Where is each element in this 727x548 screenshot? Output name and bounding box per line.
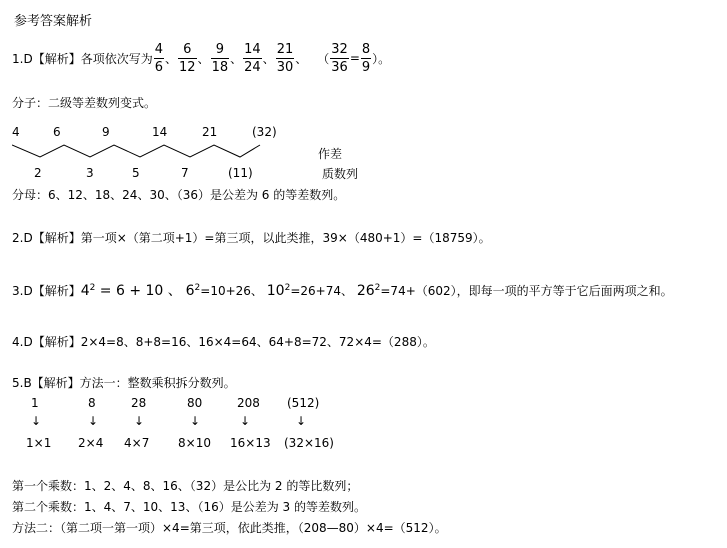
top-number: 4 [12, 125, 20, 139]
q2-line: 2.D【解析】第一项×（第二项+1）=第三项，以此类推，39×（480+1）=（18759）。 [12, 231, 491, 245]
top-number: 21 [202, 125, 218, 139]
bottom-number: 2 [34, 166, 42, 180]
q3-prefix: 3.D【解析】 [12, 284, 81, 298]
separator: 、 [230, 51, 243, 66]
base: 6 [185, 283, 195, 299]
down-arrow-icon: ↓ [240, 414, 251, 428]
q1-prefix: 1.D【解析】各项依次写为 [12, 51, 153, 66]
answer-fraction: $\frac{32}{36}$ [331, 41, 348, 75]
top-number: 6 [53, 125, 61, 139]
denominator-note: 分母：6、12、18、24、30、（36）是公差为 6 的等差数列。 [12, 188, 346, 202]
top-number: 8 [88, 396, 96, 410]
q3-line [12, 280, 673, 300]
exponent: 2 [194, 283, 201, 293]
top-number: 28 [131, 396, 147, 410]
fraction: $\frac{21}{30}$ [276, 41, 294, 75]
fraction: $\frac{14}{24}$ [244, 41, 261, 75]
down-arrow-icon: ↓ [134, 414, 145, 428]
q4-line: 4.D【解析】2×4=8、8+8=16、16×4=64、64+8=72、72×4=（288）。 [12, 335, 435, 349]
separator: 、 [295, 51, 308, 66]
down-arrow-icon: ↓ [296, 414, 307, 428]
top-number: 80 [187, 396, 203, 410]
zigzag-line [12, 140, 262, 160]
product: 1×1 [26, 436, 52, 450]
expr: =74+（602），即每一项的平方等于它后面两项之和。 [380, 284, 673, 298]
bottom-number: 7 [181, 166, 189, 180]
page-title: 参考答案解析 [14, 14, 93, 29]
prime-label: 质数列 [322, 167, 359, 181]
q1-line [12, 38, 390, 78]
separator: 、 [262, 51, 275, 66]
exponent: 2 [89, 283, 96, 293]
down-arrow-icon: ↓ [88, 414, 99, 428]
fraction: $\frac{9}{18}$ [211, 41, 229, 75]
q5-line2: 第二个乘数：1、4、7、10、13、（16）是公差为 3 的等差数列。 [12, 500, 366, 514]
base: 10 [266, 283, 285, 299]
separator: 、 [197, 51, 210, 66]
fraction: $\frac{6}{12}$ [179, 41, 196, 75]
bottom-number: 5 [132, 166, 140, 180]
q5-line3: 方法二：（第二项一第一项）×4=第三项，依此类推，（208—80）×4=（512）。 [12, 521, 447, 535]
product: 4×7 [124, 436, 150, 450]
exponent: 2 [284, 283, 291, 293]
close-paren: ）。 [372, 51, 391, 66]
bottom-number: 3 [86, 166, 94, 180]
base: 4 [80, 283, 90, 299]
expr: = 6 + 10 、 [95, 283, 182, 299]
product: 8×10 [178, 436, 211, 450]
expr: =10+26、 [200, 284, 263, 298]
q5-head: 5.B【解析】方法一：整数乘积拆分数列。 [12, 376, 236, 390]
bottom-number: (11) [228, 166, 253, 180]
equal-fraction: $\frac{8}{9}$ [361, 41, 371, 75]
product: 16×13 [230, 436, 271, 450]
top-number: 14 [152, 125, 168, 139]
top-number: 9 [102, 125, 110, 139]
expr: =26+74、 [290, 284, 353, 298]
diff-label: 作差 [318, 147, 343, 161]
base: 26 [356, 283, 375, 299]
down-arrow-icon: ↓ [31, 414, 42, 428]
product: 2×4 [78, 436, 104, 450]
product: (32×16) [284, 436, 334, 450]
fraction: $\frac{4}{6}$ [154, 41, 163, 75]
top-number: 208 [237, 396, 260, 410]
down-arrow-icon: ↓ [190, 414, 201, 428]
open-paren: （ [317, 51, 330, 66]
top-number: (32) [252, 125, 277, 139]
numerator-note: 分子：二级等差数列变式。 [12, 96, 157, 110]
top-number: 1 [31, 396, 39, 410]
top-number: (512) [287, 396, 320, 410]
equals: = [349, 51, 360, 65]
exponent: 2 [374, 283, 381, 293]
separator: 、 [164, 51, 177, 66]
q5-line1: 第一个乘数：1、2、4、8、16、（32）是公比为 2 的等比数列； [12, 479, 359, 493]
